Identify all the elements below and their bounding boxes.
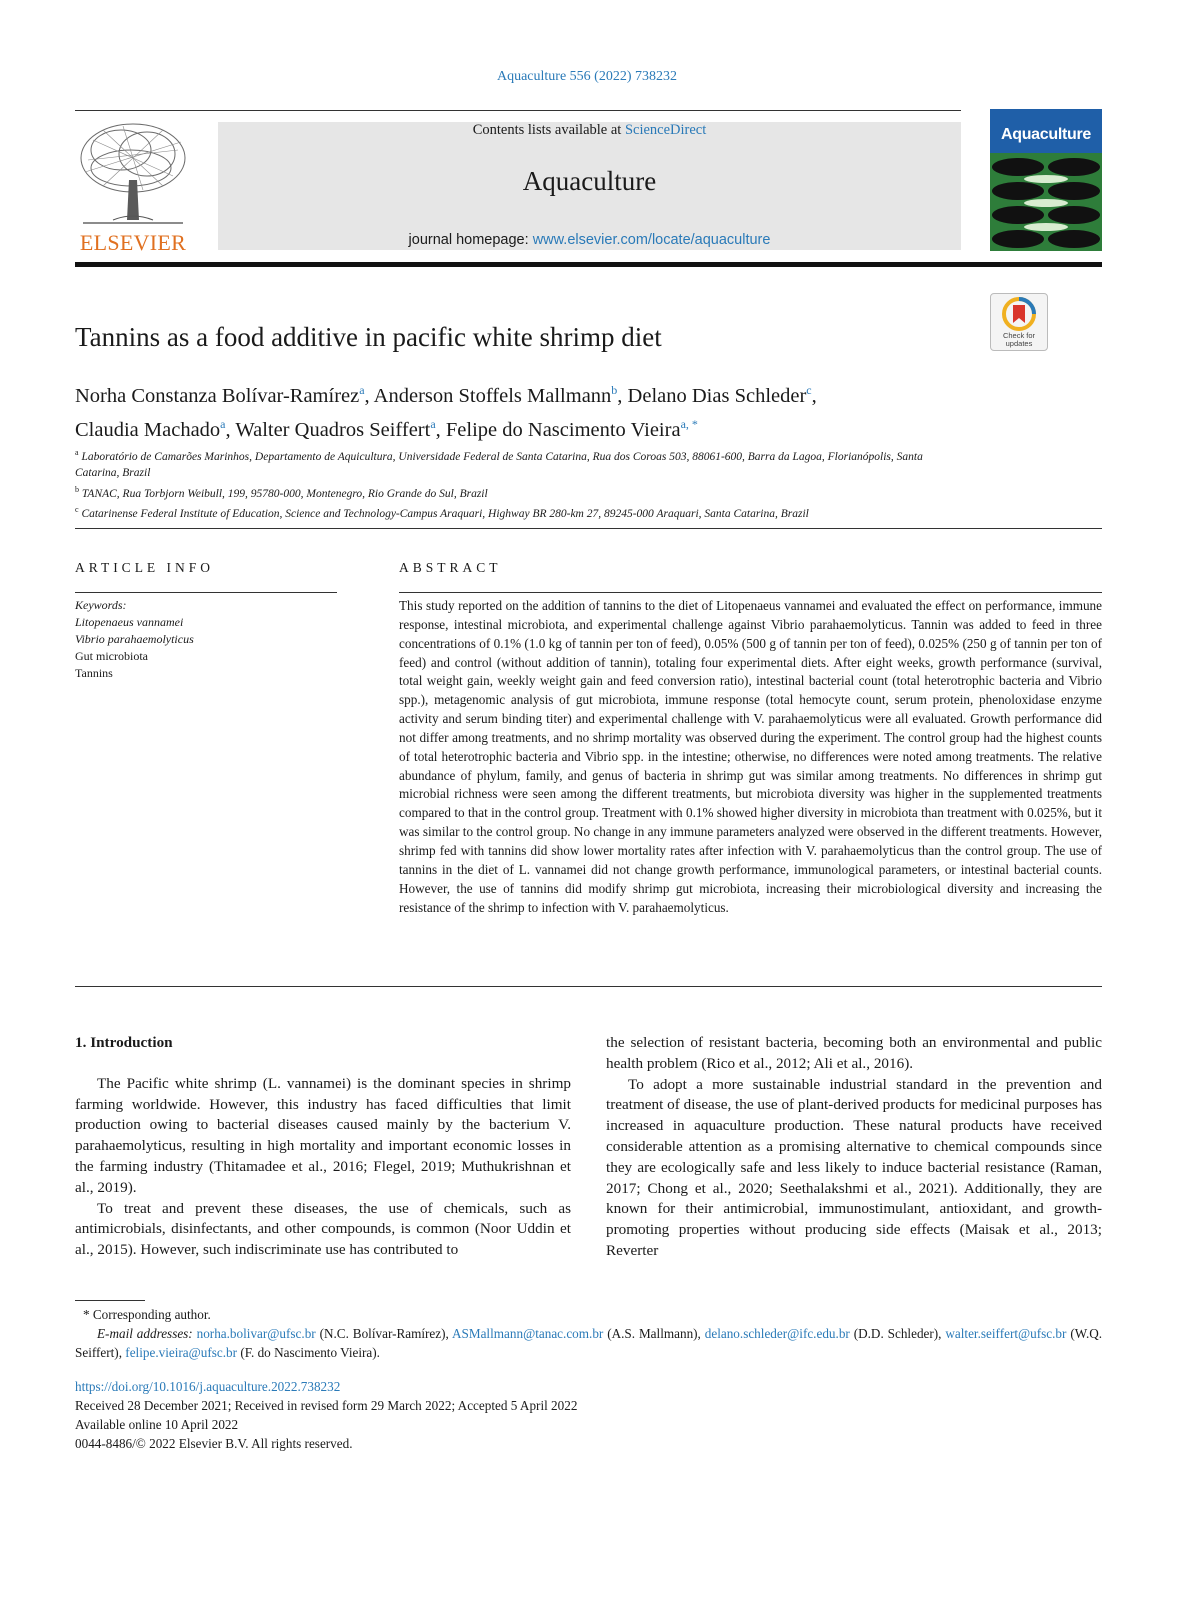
paragraph: the selection of resistant bacteria, becoming both an environmental and public health problem (Rico et al., 2012; Ali et al., 2016). bbox=[606, 1034, 1102, 1072]
cover-art-icon bbox=[990, 153, 1102, 251]
top-rule bbox=[75, 110, 961, 111]
email-link[interactable]: ASMallmann@tanac.com.br bbox=[452, 1326, 604, 1341]
article-info-heading: ARTICLE INFO bbox=[75, 560, 215, 575]
body-column-left bbox=[75, 1033, 571, 1261]
email-owner: (A.S. Mallmann), bbox=[607, 1326, 705, 1341]
homepage-link[interactable]: www.elsevier.com/locate/aquaculture bbox=[532, 232, 771, 248]
paragraph: To adopt a more sustainable industrial standard in the prevention and treatment of disease, the use of plant-derived products for medicinal purposes has increased in aquaculture production. These natural products have received considerable attention as a promising alternative to chemical compounds since they are ecologically safe and less likely to induce bacterial resistance (Raman, 2017; Chong et al., 2020; Seethalakshmi et al., 2021). Additionally, they are known for their antimicrobial, immunostimulant, antioxidant, and growth-promoting properties without producing side effects (Maisak et al., 2013; Reverter bbox=[606, 1075, 1102, 1259]
email-owner: (F. do Nascimento Vieira). bbox=[240, 1345, 380, 1360]
keyword: Litopenaeus vannamei bbox=[75, 615, 184, 629]
affiliation-text: Catarinense Federal Institute of Education, Science and Technology-Campus Araquari, Highway BR 280-km 27, 89245-000 Araquari, Santa Catarina, Brazil bbox=[81, 507, 809, 520]
affiliation-item bbox=[75, 482, 955, 502]
affiliation-mark: b bbox=[75, 484, 79, 494]
email-owner: (D.D. Schleder), bbox=[853, 1326, 946, 1341]
journal-cover[interactable] bbox=[990, 109, 1102, 251]
check-updates-label: Check for updates bbox=[1002, 331, 1036, 348]
affiliation-marker[interactable]: a bbox=[359, 383, 365, 397]
journal-citation-link[interactable]: Aquaculture 556 (2022) 738232 bbox=[496, 69, 678, 84]
elsevier-logo[interactable] bbox=[73, 120, 193, 255]
author-separator: , bbox=[364, 384, 374, 407]
affiliation-marker[interactable]: b bbox=[611, 383, 618, 397]
affiliation-text: TANAC, Rua Torbjorn Weibull, 199, 95780-000, Montenegro, Rio Grande do Sul, Brazil bbox=[81, 487, 488, 500]
keyword: Vibrio parahaemolyticus bbox=[75, 632, 194, 646]
body-column-right bbox=[606, 1033, 1102, 1262]
affiliation-rule bbox=[75, 528, 1102, 529]
affiliation-mark: a bbox=[75, 448, 79, 457]
email-owner: (W.Q. Seiffert), bbox=[75, 1326, 1103, 1360]
article-info-rule bbox=[75, 592, 337, 593]
author-separator: , bbox=[435, 418, 446, 441]
affiliation-item bbox=[75, 445, 955, 482]
corresponding-author-note: * Corresponding author. bbox=[83, 1307, 211, 1322]
author-name[interactable]: Felipe do Nascimento Vieira bbox=[445, 418, 681, 441]
cover-title: Aquaculture bbox=[990, 109, 1102, 153]
homepage-line: journal homepage: www.elsevier.com/locate/aquaculture bbox=[408, 232, 771, 248]
abstract-text: This study reported on the addition of tannins to the diet of Litopenaeus vannamei and evaluated the effect on performance, immune response, intestinal microbiota, and experimental challenge against Vibrio parahaemolyticus. Tannin was added to feed in three concentrations of 0.1% (1.0 kg of tannin per ton of feed), 0.05% (500 g of tannin per ton of feed), 0.025% (250 g of tannin per ton of feed) and control (without addition of tannin), totaling four experimental diets. After eight weeks, growth performance (survival, total weight gain, weekly weight gain and feed conversion ratio), intestinal bacterial count (total heterotrophic bacteria and Vibrio spp.), metagenomic analysis of gut microbiota, immune response (total hemocyte count, serum protein, phenoloxidase enzyme activity and serum binding titer) and experimental challenge with V. parahaemolyticus were all evaluated. Growth performance did not differ among treatments, and no shrimp mortality was observed during the experiment. The control group had the highest counts of total heterotrophic bacteria and Vibrio spp. in the intestine; otherwise, no differences were noted among treatments. The relative abundance of phylum, family, and genus of bacteria in shrimp gut was similar among treatments. No differences in shrimp gut microbial richness were seen among the different treatments, but microbiota diversity was higher in the supplemented treatments compared to that in the control group. Treatment with 0.1% showed higher diversity in microbiota than treatment with 0.025%, but it was similar to the control group. No change in any immune parameters analyzed were observed in the different treatments. However, shrimp fed with tannins did show lower mortality rates after infection with V. parahaemolyticus than the control group. The use of tannins in the diet of L. vannamei did not change growth performance, immunological parameters, or intestinal bacterial counts. However, the use of tannins did modify shrimp gut microbiota, increasing their microbiological diversity and increasing the resistance of the shrimp to infection with V. parahaemolyticus. bbox=[399, 598, 1102, 915]
email-addresses bbox=[75, 1324, 1102, 1362]
affiliation-marker[interactable]: c bbox=[806, 383, 812, 397]
header-rule bbox=[75, 262, 1102, 267]
abstract-heading: ABSTRACT bbox=[399, 560, 502, 575]
email-link[interactable]: walter.seiffert@ufsc.br bbox=[945, 1326, 1067, 1341]
publisher-name: ELSEVIER bbox=[79, 230, 187, 255]
affiliation-item bbox=[75, 502, 955, 522]
email-owner: (N.C. Bolívar-Ramírez), bbox=[319, 1326, 452, 1341]
keywords-block bbox=[75, 597, 337, 682]
keyword: Tannins bbox=[75, 666, 113, 680]
received-dates: Received 28 December 2021; Received in revised form 29 March 2022; Accepted 5 April 2022 bbox=[75, 1398, 578, 1413]
article-title: Tannins as a food additive in pacific white shrimp diet bbox=[75, 322, 662, 352]
author-name[interactable]: Norha Constanza Bolívar-Ramírez bbox=[75, 384, 360, 407]
available-online: Available online 10 April 2022 bbox=[75, 1417, 239, 1432]
email-link[interactable]: delano.schleder@ifc.edu.br bbox=[704, 1326, 850, 1341]
tree-icon bbox=[73, 120, 193, 228]
author-separator: , bbox=[811, 384, 817, 407]
abstract-rule bbox=[399, 592, 1102, 593]
copyright: 0044-8486/© 2022 Elsevier B.V. All rights reserved. bbox=[75, 1436, 353, 1451]
keywords-label: Keywords: bbox=[75, 598, 127, 612]
author-separator: , bbox=[225, 418, 236, 441]
affiliation-marker[interactable]: a, * bbox=[680, 416, 698, 431]
publication-info bbox=[75, 1377, 1102, 1453]
author-list bbox=[75, 376, 955, 444]
author-name[interactable]: Walter Quadros Seiffert bbox=[235, 418, 431, 441]
bookmark-icon bbox=[991, 294, 1047, 334]
journal-name: Aquaculture bbox=[522, 166, 657, 196]
email-link[interactable]: norha.bolivar@ufsc.br bbox=[196, 1326, 316, 1341]
email-link[interactable]: felipe.vieira@ufsc.br bbox=[125, 1345, 238, 1360]
email-label: E-mail addresses: bbox=[97, 1326, 193, 1341]
journal-banner bbox=[218, 122, 961, 250]
author-name[interactable]: Anderson Stoffels Mallmann bbox=[373, 384, 612, 407]
doi-link[interactable]: https://doi.org/10.1016/j.aquaculture.2022.738232 bbox=[75, 1379, 341, 1394]
author-separator: , bbox=[617, 384, 628, 407]
author-name[interactable]: Delano Dias Schleder bbox=[627, 384, 807, 407]
footnotes bbox=[75, 1305, 1102, 1362]
keyword: Gut microbiota bbox=[75, 649, 148, 663]
contents-line: Contents lists available at ScienceDirect bbox=[472, 122, 707, 138]
affiliation-mark: c bbox=[75, 505, 79, 515]
paragraph: To treat and prevent these diseases, the use of chemicals, such as antimicrobials, disinfectants, and other compounds, is common (Noor Uddin et al., 2015). However, such indiscriminate use has contributed to bbox=[75, 1199, 571, 1259]
affiliation-marker[interactable]: a bbox=[220, 416, 226, 431]
affiliation-text: Laboratório de Camarões Marinhos, Departamento de Aquicultura, Universidade Federal de Santa Catarina, Rua dos Coroas 503, 88061-600, Barra da Lagoa, Florianópolis, Santa Catarina, Brazil bbox=[75, 450, 923, 480]
check-for-updates-button[interactable] bbox=[990, 293, 1048, 351]
paragraph: The Pacific white shrimp (L. vannamei) is the dominant species in shrimp farming worldwide. However, this industry has faced difficulties that limit production owing to bacterial diseases caused mainly by the bacterium V. parahaemolyticus, resulting in high mortality and important economic losses in the farming industry (Thitamadee et al., 2016; Flegel, 2019; Muthukrishnan et al., 2019). bbox=[75, 1074, 571, 1196]
affiliations bbox=[75, 445, 955, 522]
sciencedirect-link[interactable]: ScienceDirect bbox=[624, 122, 707, 138]
footnote-rule bbox=[75, 1300, 145, 1301]
author-name[interactable]: Claudia Machado bbox=[75, 418, 221, 441]
abstract-bottom-rule bbox=[75, 986, 1102, 987]
section-heading: 1. Introduction bbox=[75, 1034, 173, 1051]
affiliation-marker[interactable]: a bbox=[430, 416, 436, 431]
